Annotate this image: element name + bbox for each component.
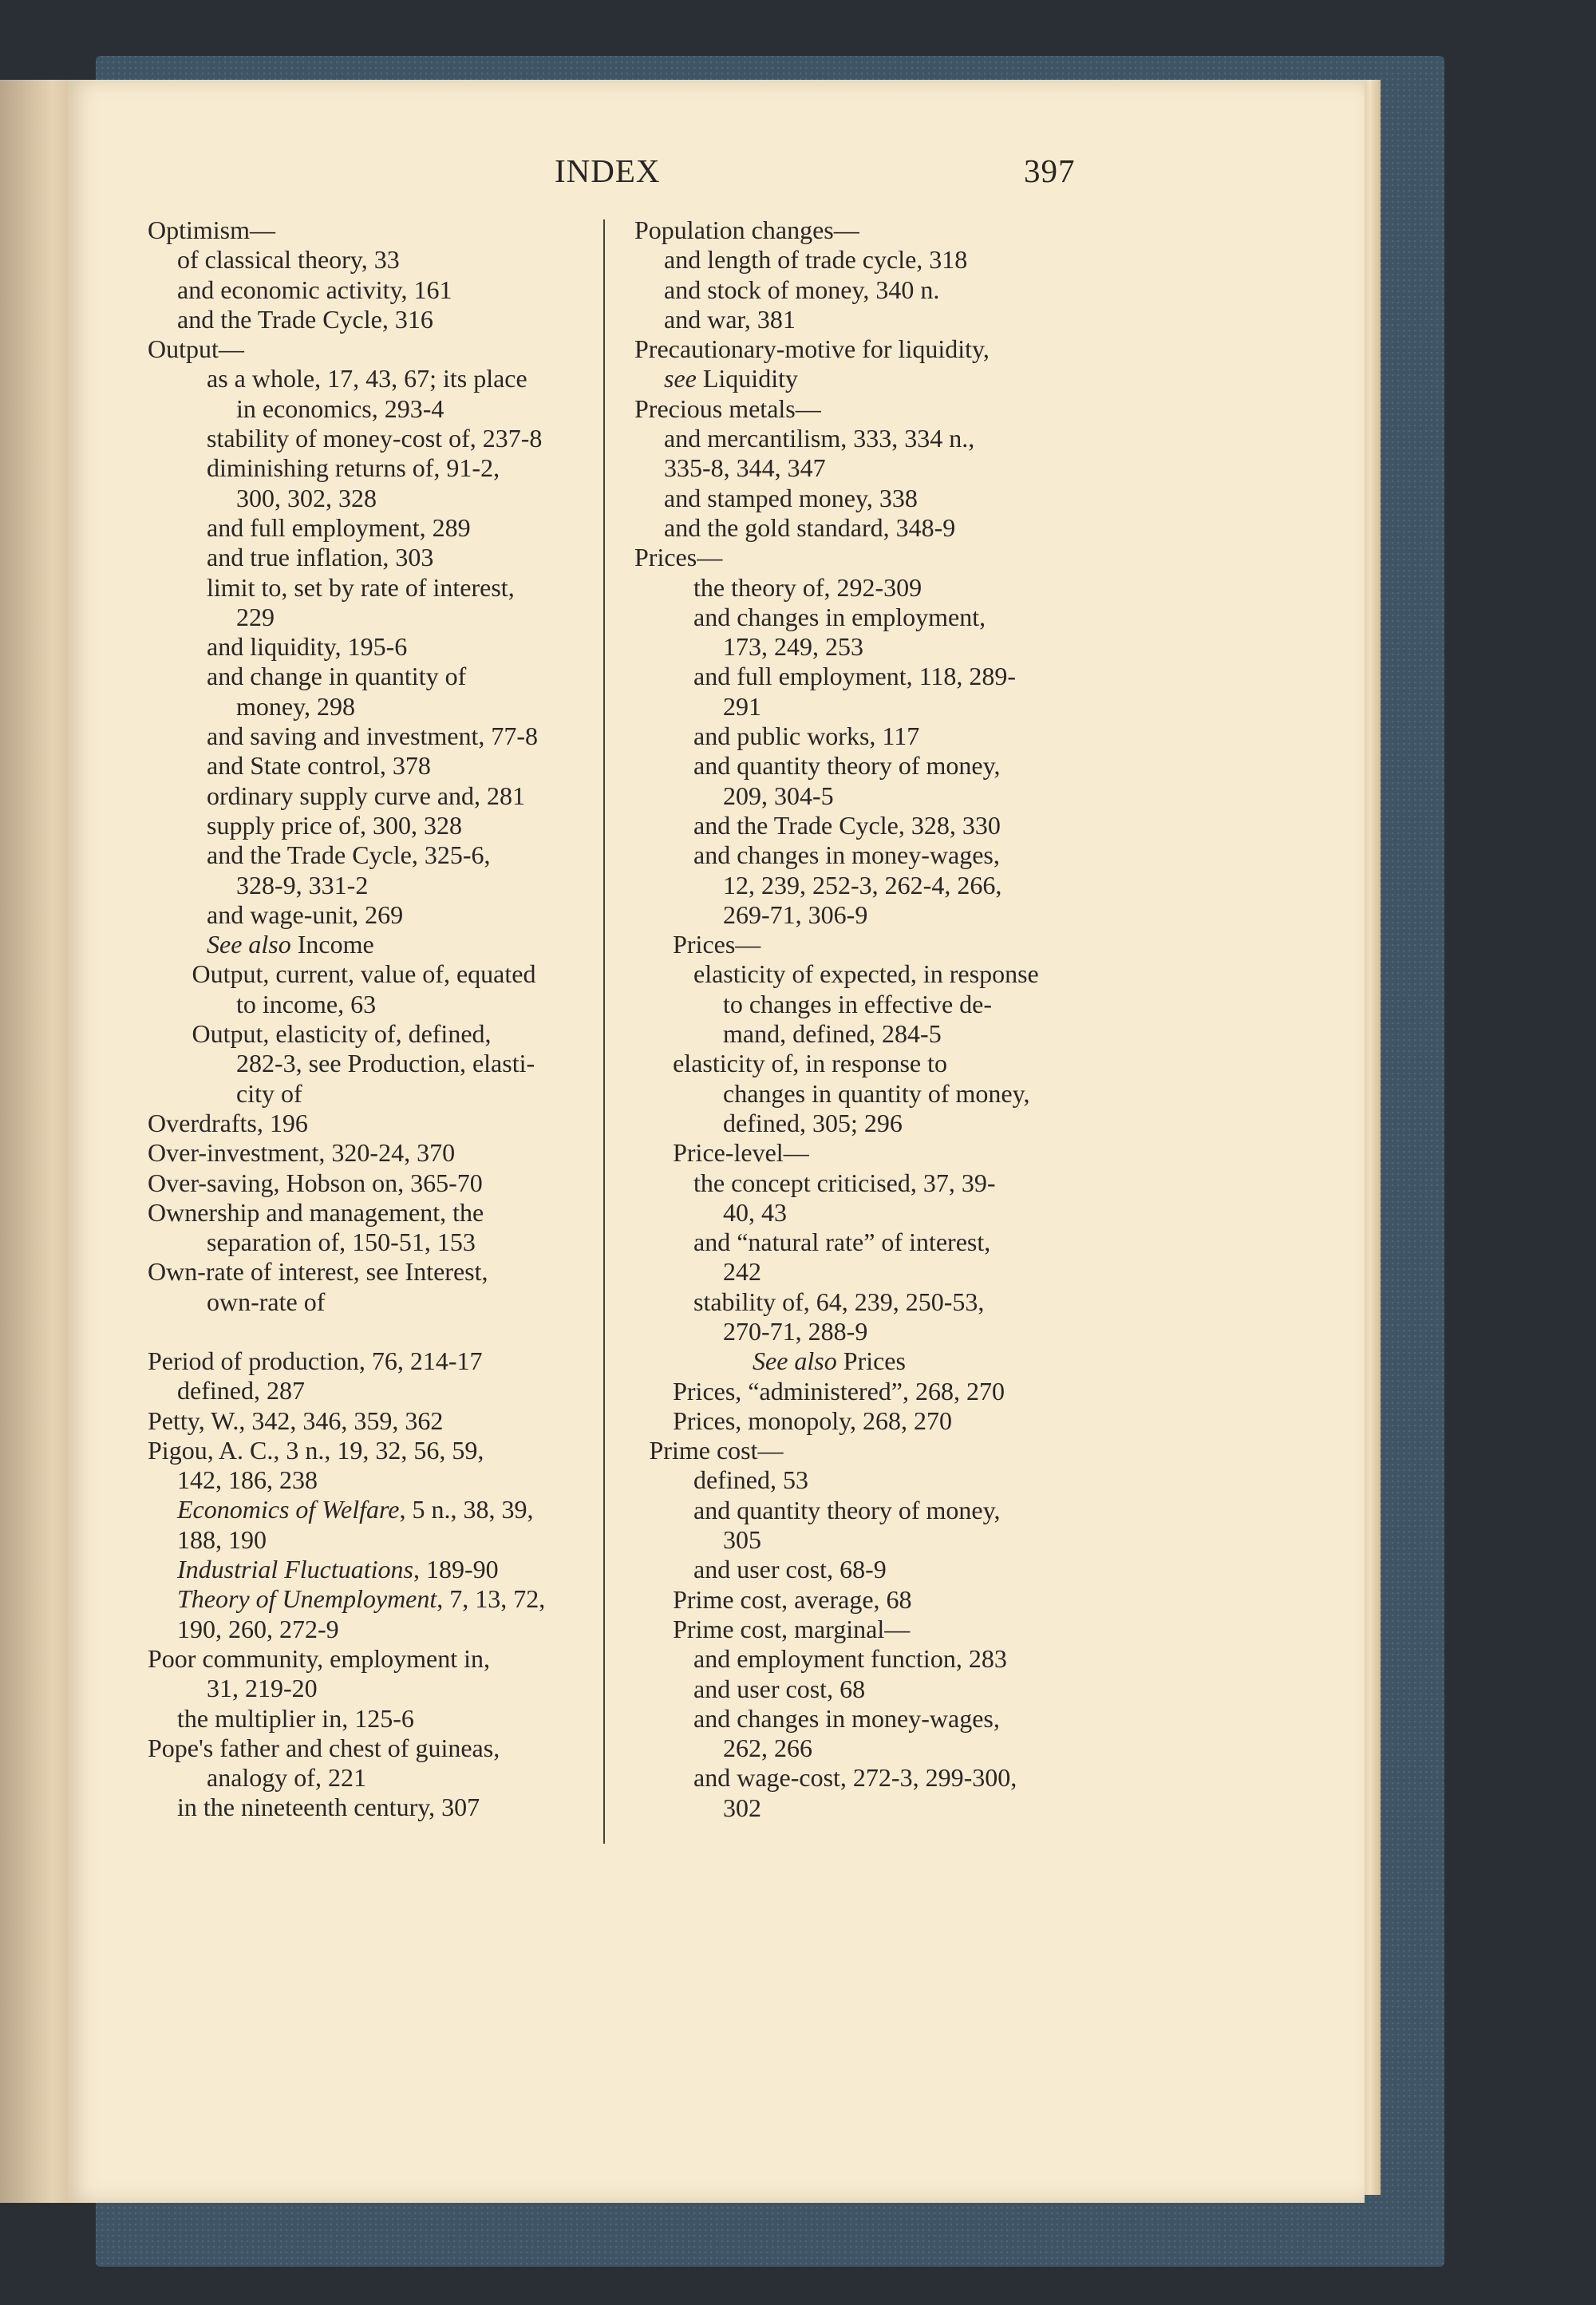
index-entry-text: ordinary supply curve and, 281 xyxy=(207,781,526,810)
index-entry-text: supply price of, 300, 328 xyxy=(207,810,462,840)
index-entry xyxy=(148,900,678,930)
index-entry-text: and wage-cost, 272-3, 299-300, xyxy=(693,1763,1017,1793)
index-entry-text: Precious metals— xyxy=(634,393,821,423)
index-entry xyxy=(148,1763,678,1793)
index-entry-text: Population changes— xyxy=(634,215,859,244)
index-entry-text: 328-9, 331-2 xyxy=(236,870,369,899)
index-entry xyxy=(148,751,678,781)
index-entry-text: Prime cost, average, 68 xyxy=(673,1584,912,1614)
index-entry xyxy=(634,722,1177,751)
index-entry-text: limit to, set by rate of interest, xyxy=(207,572,515,602)
index-entry-text: and stock of money, 340 n. xyxy=(664,275,940,304)
index-entry xyxy=(634,215,1177,245)
index-entry xyxy=(634,662,1177,691)
index-entry xyxy=(148,1346,678,1376)
index-entry xyxy=(634,1049,1177,1078)
page-number: 397 xyxy=(1024,152,1076,189)
index-entry-text: Own-rate of interest, see Interest, xyxy=(148,1257,488,1287)
index-entry-text: the theory of, 292-309 xyxy=(693,572,922,602)
index-entry-text: money, 298 xyxy=(236,691,356,721)
index-entry xyxy=(634,543,1177,572)
index-entry xyxy=(634,305,1177,334)
index-entry-text: 188, 190 xyxy=(177,1524,267,1554)
index-entry-text: and changes in money-wages, xyxy=(693,840,1000,870)
index-entry xyxy=(148,1644,678,1674)
index-entry-text: Output— xyxy=(148,334,244,364)
index-entry xyxy=(148,513,678,543)
index-entry-text: 291 xyxy=(723,691,761,721)
index-entry xyxy=(148,543,678,572)
index-entry xyxy=(148,603,678,632)
index-entry xyxy=(634,1317,1177,1346)
index-entry xyxy=(634,1198,1177,1228)
index-entry-text: and quantity theory of money, xyxy=(693,1495,1001,1524)
index-entry-text: Pope's father and chest of guineas, xyxy=(148,1733,500,1762)
index-entry-text: 229 xyxy=(236,602,275,631)
index-entry-text: and economic activity, 161 xyxy=(177,275,452,304)
index-entry-text: and employment function, 283 xyxy=(693,1644,1007,1674)
index-entry-text: Over-saving, Hobson on, 365-70 xyxy=(148,1168,483,1197)
index-entry xyxy=(148,1049,678,1078)
index-entry-text: Prime cost, marginal— xyxy=(673,1614,911,1643)
index-entry-text: in economics, 293-4 xyxy=(236,393,444,423)
index-entry xyxy=(148,871,678,900)
index-entry xyxy=(148,1376,678,1406)
index-entry-text: Liquidity xyxy=(702,364,798,393)
index-entry xyxy=(148,1674,678,1703)
index-entry xyxy=(634,364,1177,393)
index-entry-text: and State control, 378 xyxy=(207,751,431,781)
index-entry-text: elasticity of expected, in response xyxy=(693,959,1039,989)
book-title: Theory of Unemployment xyxy=(177,1584,437,1614)
index-entry xyxy=(148,1436,678,1465)
index-entry xyxy=(148,1584,678,1614)
index-entry xyxy=(634,1406,1177,1436)
index-entry-text: the concept criticised, 37, 39- xyxy=(693,1168,996,1197)
index-entry-text: 269-71, 306-9 xyxy=(723,899,868,929)
index-entry-text: defined, 305; 296 xyxy=(723,1108,903,1137)
index-entry xyxy=(148,424,678,453)
index-entry xyxy=(148,305,678,334)
index-gap xyxy=(148,1317,678,1346)
index-entry xyxy=(634,1257,1177,1287)
index-entry-text: analogy of, 221 xyxy=(207,1763,366,1793)
index-entry-text: 12, 239, 252-3, 262-4, 266, xyxy=(723,870,1002,899)
index-entry-text: 173, 249, 253 xyxy=(723,632,863,662)
index-entry-text: and saving and investment, 77-8 xyxy=(207,722,539,751)
index-entry xyxy=(634,1734,1177,1763)
index-entry-text: 270-71, 288-9 xyxy=(723,1316,868,1346)
index-entry xyxy=(634,1644,1177,1674)
index-entry xyxy=(148,930,678,959)
index-entry xyxy=(634,632,1177,662)
index-entry xyxy=(148,1406,678,1436)
index-entry-text: of classical theory, 33 xyxy=(177,245,400,275)
index-entry-text: Price-level— xyxy=(673,1138,809,1168)
index-entry-text: 209, 304-5 xyxy=(723,781,834,810)
index-entry xyxy=(148,722,678,751)
index-entry xyxy=(148,334,678,364)
index-entry xyxy=(634,930,1177,959)
index-entry-text: to changes in effective de- xyxy=(723,989,993,1018)
index-entry xyxy=(148,1198,678,1228)
index-entry xyxy=(148,1465,678,1495)
cross-reference-label: See also xyxy=(753,1346,843,1376)
index-entry-text: Income xyxy=(297,930,374,959)
index-entry xyxy=(148,1287,678,1317)
index-entry xyxy=(148,1555,678,1584)
index-entry xyxy=(148,1734,678,1763)
index-entry xyxy=(634,1525,1177,1555)
index-entry xyxy=(148,1793,678,1822)
index-entry-text: Prices xyxy=(843,1346,906,1376)
cross-reference-label: See also xyxy=(207,930,298,959)
index-entry-text: 242 xyxy=(723,1257,761,1287)
index-entry xyxy=(148,484,678,513)
index-entry xyxy=(634,1496,1177,1525)
index-entry-text: Optimism— xyxy=(148,215,276,244)
index-entry-text: 31, 219-20 xyxy=(207,1674,318,1703)
index-entry-text: Prime cost— xyxy=(649,1436,784,1465)
index-entry-text: and the gold standard, 348-9 xyxy=(664,512,956,542)
index-entry xyxy=(148,1019,678,1049)
index-entry xyxy=(148,573,678,603)
index-entry xyxy=(148,364,678,393)
index-entry-text: Output, current, value of, equated xyxy=(192,959,536,989)
index-entry-text: 305 xyxy=(723,1525,761,1555)
index-entry-text: in the nineteenth century, 307 xyxy=(177,1793,480,1822)
index-entry-text: 40, 43 xyxy=(723,1197,787,1227)
index-entry-text: 262, 266 xyxy=(723,1734,812,1763)
index-entry xyxy=(634,811,1177,840)
index-entry xyxy=(634,603,1177,632)
index-entry-text: and public works, 117 xyxy=(693,722,920,751)
index-entry-text: and “natural rate” of interest, xyxy=(693,1228,991,1257)
index-entry-text: mand, defined, 284-5 xyxy=(723,1019,942,1049)
index-entry-text: diminishing returns of, 91-2, xyxy=(207,453,500,483)
index-entry xyxy=(634,1228,1177,1257)
index-entry-text: defined, 287 xyxy=(177,1376,305,1406)
index-entry xyxy=(634,275,1177,305)
index-entry xyxy=(634,900,1177,930)
index-entry-text: and war, 381 xyxy=(664,304,796,334)
index-entry-text: and quantity theory of money, xyxy=(693,751,1001,781)
index-entry xyxy=(148,394,678,424)
index-entry xyxy=(634,1079,1177,1109)
index-entry xyxy=(148,1228,678,1257)
index-entry xyxy=(634,1377,1177,1406)
cross-reference-label: see xyxy=(664,364,703,393)
index-entry-text: and stamped money, 338 xyxy=(664,483,918,512)
index-entry-text: 335-8, 344, 347 xyxy=(664,453,826,483)
index-entry-text: and length of trade cycle, 318 xyxy=(664,245,968,275)
index-entry-text: changes in quantity of money, xyxy=(723,1078,1030,1108)
index-entry xyxy=(148,1257,678,1287)
index-entry-text: Prices, monopoly, 268, 270 xyxy=(673,1406,952,1435)
index-entry xyxy=(148,959,678,989)
index-entry xyxy=(634,334,1177,364)
index-entry-text: Output, elasticity of, defined, xyxy=(192,1019,492,1049)
index-entry xyxy=(148,990,678,1019)
index-entry xyxy=(148,662,678,691)
index-entry xyxy=(148,1704,678,1734)
index-entry xyxy=(634,1168,1177,1198)
index-entry-text: and mercantilism, 333, 334 n., xyxy=(664,424,975,453)
index-entry xyxy=(148,215,678,245)
index-entry xyxy=(148,1168,678,1198)
index-entry xyxy=(634,1585,1177,1615)
index-entry xyxy=(148,811,678,840)
index-entry xyxy=(634,1287,1177,1317)
index-entry xyxy=(634,484,1177,513)
index-entry-text: own-rate of xyxy=(207,1287,326,1316)
index-entry xyxy=(634,1436,1177,1465)
index-column-right xyxy=(634,215,1177,1823)
index-entry-text: stability of money-cost of, 237-8 xyxy=(207,424,543,453)
index-entry xyxy=(634,513,1177,543)
index-entry-text: Overdrafts, 196 xyxy=(148,1108,308,1137)
index-entry-text: 142, 186, 238 xyxy=(177,1465,318,1495)
index-entry-text: 282-3, see Production, elasti- xyxy=(236,1049,535,1078)
index-entry-text: Over-investment, 320-24, 370 xyxy=(148,1138,456,1168)
index-entry xyxy=(148,1079,678,1109)
index-entry-text: , 5 n., 38, 39, xyxy=(399,1495,534,1524)
index-entry-text: defined, 53 xyxy=(693,1465,808,1495)
index-entry-text: elasticity of, in response to xyxy=(673,1049,948,1078)
index-entry xyxy=(148,245,678,275)
index-entry-text: to income, 63 xyxy=(236,989,377,1018)
index-entry-text: 302 xyxy=(723,1793,761,1822)
index-entry-text: and changes in money-wages, xyxy=(693,1703,1000,1733)
index-entry xyxy=(634,1704,1177,1734)
index-entry-text: and change in quantity of xyxy=(207,662,467,691)
index-entry-text: stability of, 64, 239, 250-53, xyxy=(693,1287,985,1316)
index-entry xyxy=(634,692,1177,722)
index-entry xyxy=(634,871,1177,900)
index-entry xyxy=(148,781,678,811)
index-entry xyxy=(634,840,1177,870)
index-entry-text: and true inflation, 303 xyxy=(207,543,434,572)
index-entry xyxy=(148,453,678,483)
index-entry xyxy=(634,959,1177,989)
index-entry-text: 190, 260, 272-9 xyxy=(177,1614,339,1643)
index-entry xyxy=(148,840,678,870)
index-entry xyxy=(634,1555,1177,1584)
index-entry xyxy=(634,453,1177,483)
index-entry xyxy=(148,632,678,662)
book-title: Economics of Welfare xyxy=(177,1495,400,1524)
index-entry-text: Ownership and management, the xyxy=(148,1197,484,1227)
index-entry-text: and changes in employment, xyxy=(693,602,986,631)
index-column-left xyxy=(148,215,678,1823)
index-entry-text: , 7, 13, 72, xyxy=(437,1584,546,1614)
index-entry-text: 300, 302, 328 xyxy=(236,483,377,512)
index-entry xyxy=(634,424,1177,453)
index-entry-text: Prices— xyxy=(673,930,761,959)
index-entry xyxy=(148,1525,678,1555)
index-entry-text: and the Trade Cycle, 328, 330 xyxy=(693,810,1001,840)
index-entry xyxy=(634,245,1177,275)
index-entry xyxy=(634,1346,1177,1376)
index-entry-text: Prices, “administered”, 268, 270 xyxy=(673,1376,1005,1406)
index-entry-text: the multiplier in, 125-6 xyxy=(177,1703,414,1733)
index-entry xyxy=(634,990,1177,1019)
index-entry xyxy=(634,394,1177,424)
index-entry xyxy=(634,751,1177,781)
index-entry-text: city of xyxy=(236,1078,302,1108)
index-entry xyxy=(634,1793,1177,1823)
index-entry-text: , 189-90 xyxy=(413,1555,499,1584)
index-entry xyxy=(148,1615,678,1644)
index-entry xyxy=(148,692,678,722)
index-entry xyxy=(634,573,1177,603)
index-entry-text: and user cost, 68-9 xyxy=(693,1555,887,1584)
running-title: INDEX xyxy=(555,152,661,189)
index-entry-text: Poor community, employment in, xyxy=(148,1643,490,1673)
index-entry xyxy=(634,1138,1177,1168)
index-entry-text: Prices— xyxy=(634,543,723,572)
book-title: Industrial Fluctuations xyxy=(177,1555,413,1584)
index-entry-text: Petty, W., 342, 346, 359, 362 xyxy=(148,1406,444,1435)
index-entry-text: as a whole, 17, 43, 67; its place xyxy=(207,364,527,393)
index-entry-text: separation of, 150-51, 153 xyxy=(207,1228,476,1257)
index-entry xyxy=(634,781,1177,811)
index-entry-text: Precautionary-motive for liquidity, xyxy=(634,334,990,364)
index-entry-text: Pigou, A. C., 3 n., 19, 32, 56, 59, xyxy=(148,1435,484,1465)
index-entry xyxy=(634,1674,1177,1704)
index-entry xyxy=(634,1763,1177,1793)
index-entry xyxy=(634,1109,1177,1138)
index-entry-text: and user cost, 68 xyxy=(693,1674,866,1703)
index-entry xyxy=(634,1615,1177,1644)
index-entry-text: and full employment, 118, 289- xyxy=(693,662,1017,691)
index-entry xyxy=(148,1138,678,1168)
index-entry xyxy=(634,1465,1177,1495)
index-entry xyxy=(148,275,678,305)
index-entry-text: and wage-unit, 269 xyxy=(207,899,404,929)
index-entry xyxy=(148,1495,678,1524)
index-entry-text: Period of production, 76, 214-17 xyxy=(148,1346,483,1375)
index-entry-text: and full employment, 289 xyxy=(207,512,471,542)
index-entry-text: and the Trade Cycle, 325-6, xyxy=(207,840,491,870)
index-entry xyxy=(148,1109,678,1138)
index-entry-text: and liquidity, 195-6 xyxy=(207,632,408,662)
index-entry-text: and the Trade Cycle, 316 xyxy=(177,304,433,334)
index-entry xyxy=(634,1019,1177,1049)
